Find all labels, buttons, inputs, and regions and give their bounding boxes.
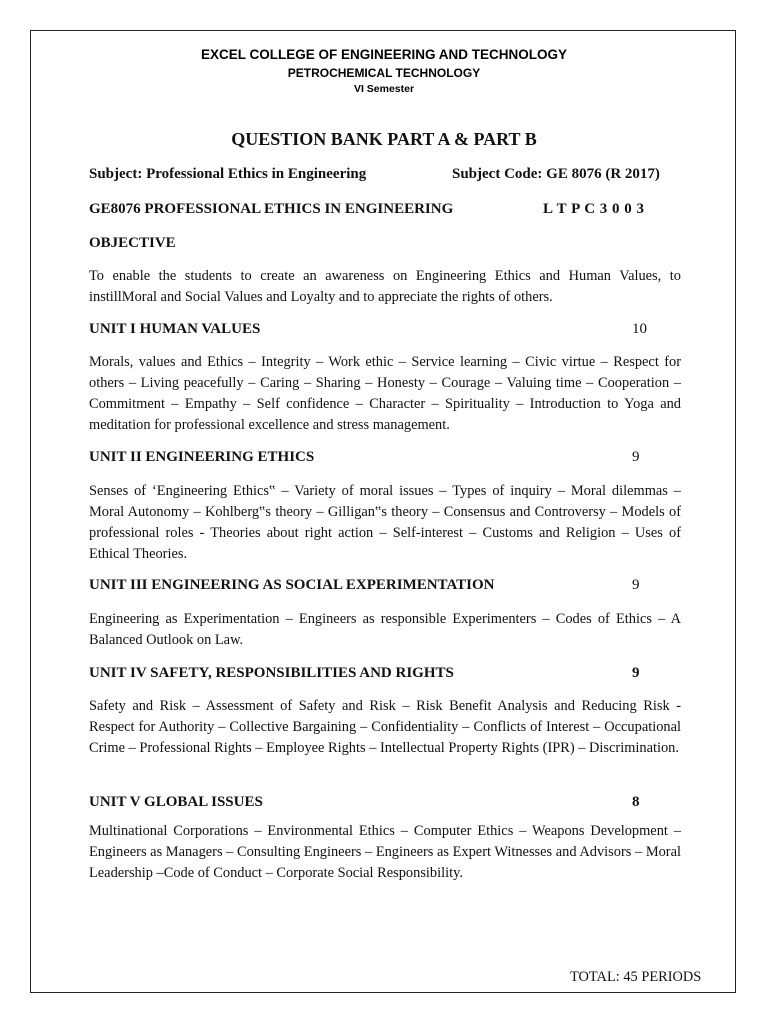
total-periods: TOTAL: 45 PERIODS	[570, 969, 702, 985]
unit-1-title: UNIT I HUMAN VALUES	[89, 321, 261, 337]
unit-3-hours: 9	[632, 577, 640, 593]
semester-label: VI Semester	[353, 83, 415, 95]
unit-1-hours: 10	[632, 321, 647, 337]
course-ltpc: L T P C 3 0 0 3	[543, 201, 645, 217]
college-name: EXCEL COLLEGE OF ENGINEERING AND TECHNOLOGY	[200, 47, 568, 62]
objective-text: To enable the students to create an awareness on Engineering Ethics and Human Values, to instillMoral and Social Values and Loyalty and to appreciate the rights of others.	[89, 268, 681, 305]
unit-5-content: Multinational Corporations – Environmental Ethics – Computer Ethics – Weapons Development – Engineers as Managers – Consulting Engineers – Engineers as Expert Witnesses and Advisors – Moral Leadership –Code of Conduct – Corporate Social Responsibility.	[89, 823, 681, 881]
unit-4-title: UNIT IV SAFETY, RESPONSIBILITIES AND RIGHTS	[89, 665, 454, 681]
unit-5-title: UNIT V GLOBAL ISSUES	[89, 794, 263, 810]
subject-name: Subject: Professional Ethics in Engineering	[89, 166, 367, 182]
page-title: QUESTION BANK PART A & PART B	[231, 129, 537, 149]
unit-4-content: Safety and Risk – Assessment of Safety and Risk – Risk Benefit Analysis and Reducing Risk - Respect for Authority – Collective Bargaining – Confidentiality – Conflicts of Interest – Occupational Crime – Professional Rights – Employee Rights – Intellectual Property Rights (IPR) – Discrimination.	[89, 698, 681, 756]
department-name: PETROCHEMICAL TECHNOLOGY	[287, 66, 481, 80]
objective-heading: OBJECTIVE	[89, 235, 176, 251]
unit-2-title: UNIT II ENGINEERING ETHICS	[89, 449, 315, 465]
unit-5-hours: 8	[632, 794, 640, 810]
unit-2-hours: 9	[632, 449, 640, 465]
unit-3-content: Engineering as Experimentation – Engineers as responsible Experimenters – Codes of Ethics – A Balanced Outlook on Law.	[89, 611, 681, 648]
unit-3-title: UNIT III ENGINEERING AS SOCIAL EXPERIMENTATION	[89, 577, 495, 593]
subject-code: Subject Code: GE 8076 (R 2017)	[452, 166, 660, 182]
unit-4-hours: 9	[632, 665, 640, 681]
unit-2-content: Senses of ‘Engineering Ethics‟ – Variety of moral issues – Types of inquiry – Moral dilemmas – Moral Autonomy – Kohlberg‟s theory – Gilligan‟s theory – Consensus and Controversy – Models of professional roles - Theories about right action – Self-interest – Customs and Religion – Uses of Ethical Theories.	[89, 483, 681, 562]
course-name: GE8076 PROFESSIONAL ETHICS IN ENGINEERING	[89, 201, 454, 217]
unit-1-content: Morals, values and Ethics – Integrity – Work ethic – Service learning – Civic virtue – Respect for others – Living peacefully – Caring – Sharing – Honesty – Courage – Valuing time – Cooperation – Commitment – Empathy – Self confidence – Character – Spirituality – Introduction to Yoga and meditation for professional excellence and stress management.	[89, 354, 681, 433]
